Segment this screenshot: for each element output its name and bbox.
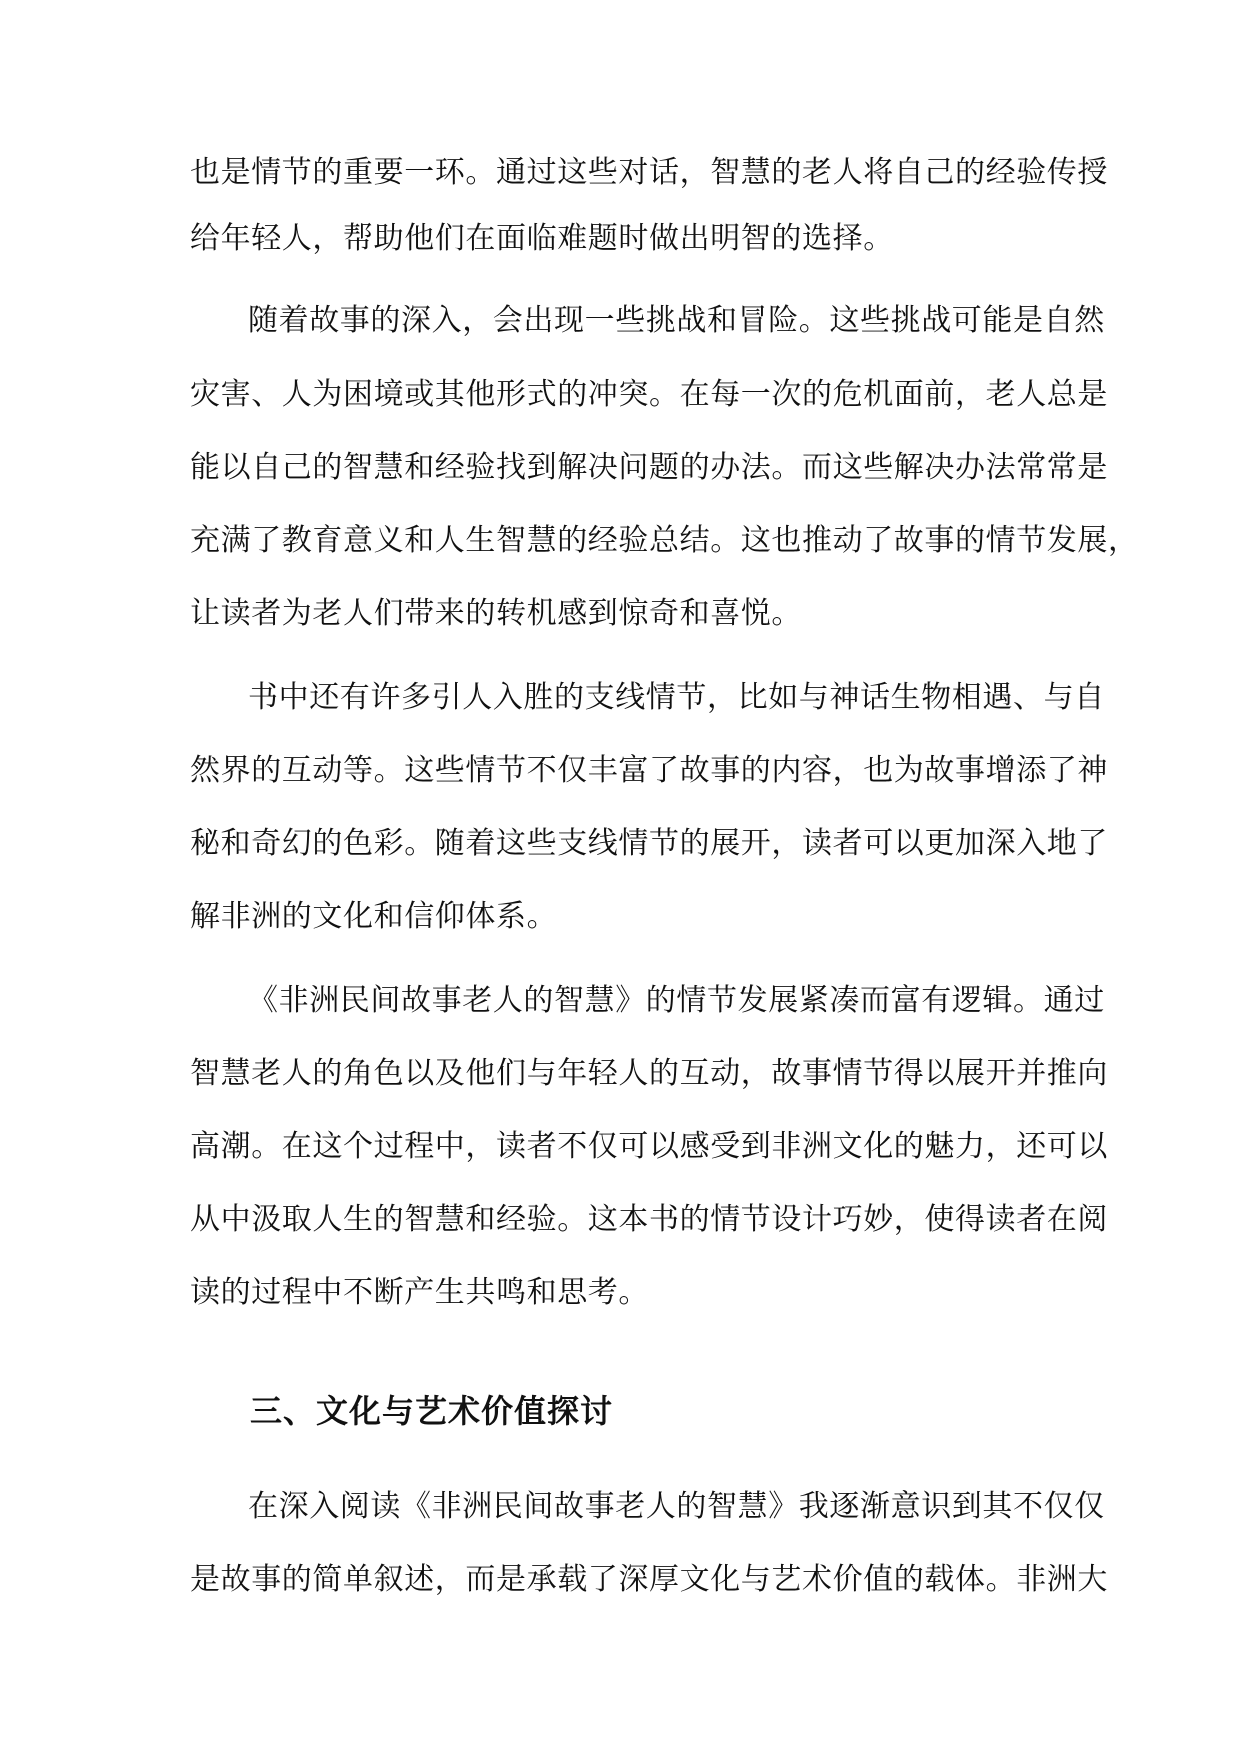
paragraph-line: 智慧老人的角色以及他们与年轻人的互动，故事情节得以展开并推向 [190, 1056, 1108, 1091]
paragraph-line: 也是情节的重要一环。通过这些对话，智慧的老人将自己的经验传授 [190, 155, 1108, 190]
paragraph-line: 充满了教育意义和人生智慧的经验总结。这也推动了故事的情节发展， [190, 523, 1139, 558]
paragraph-line: 随着故事的深入，会出现一些挑战和冒险。这些挑战可能是自然 [248, 303, 1105, 338]
paragraph-line: 让读者为老人们带来的转机感到惊奇和喜悦。 [190, 596, 802, 631]
paragraph-line: 解非洲的文化和信仰体系。 [190, 899, 558, 934]
paragraph-line: 灾害、人为困境或其他形式的冲突。在每一次的危机面前，老人总是 [190, 377, 1108, 412]
paragraph-line: 给年轻人，帮助他们在面临难题时做出明智的选择。 [190, 221, 894, 256]
paragraph-line: 是故事的简单叙述，而是承载了深厚文化与艺术价值的载体。非洲大 [190, 1562, 1108, 1597]
paragraph-line: 书中还有许多引人入胜的支线情节，比如与神话生物相遇、与自 [248, 680, 1105, 715]
paragraph-line: 《非洲民间故事老人的智慧》的情节发展紧凑而富有逻辑。通过 [248, 983, 1105, 1018]
section-heading: 三、文化与艺术价值探讨 [250, 1392, 614, 1430]
paragraph-line: 秘和奇幻的色彩。随着这些支线情节的展开，读者可以更加深入地了 [190, 826, 1108, 861]
paragraph-line: 在深入阅读《非洲民间故事老人的智慧》我逐渐意识到其不仅仅 [248, 1489, 1105, 1524]
paragraph-line: 然界的互动等。这些情节不仅丰富了故事的内容，也为故事增添了神 [190, 753, 1108, 788]
paragraph-line: 能以自己的智慧和经验找到解决问题的办法。而这些解决办法常常是 [190, 450, 1108, 485]
paragraph-line: 读的过程中不断产生共鸣和思考。 [190, 1275, 649, 1310]
paragraph-line: 从中汲取人生的智慧和经验。这本书的情节设计巧妙，使得读者在阅 [190, 1202, 1108, 1237]
paragraph-line: 高潮。在这个过程中，读者不仅可以感受到非洲文化的魅力，还可以 [190, 1129, 1108, 1164]
